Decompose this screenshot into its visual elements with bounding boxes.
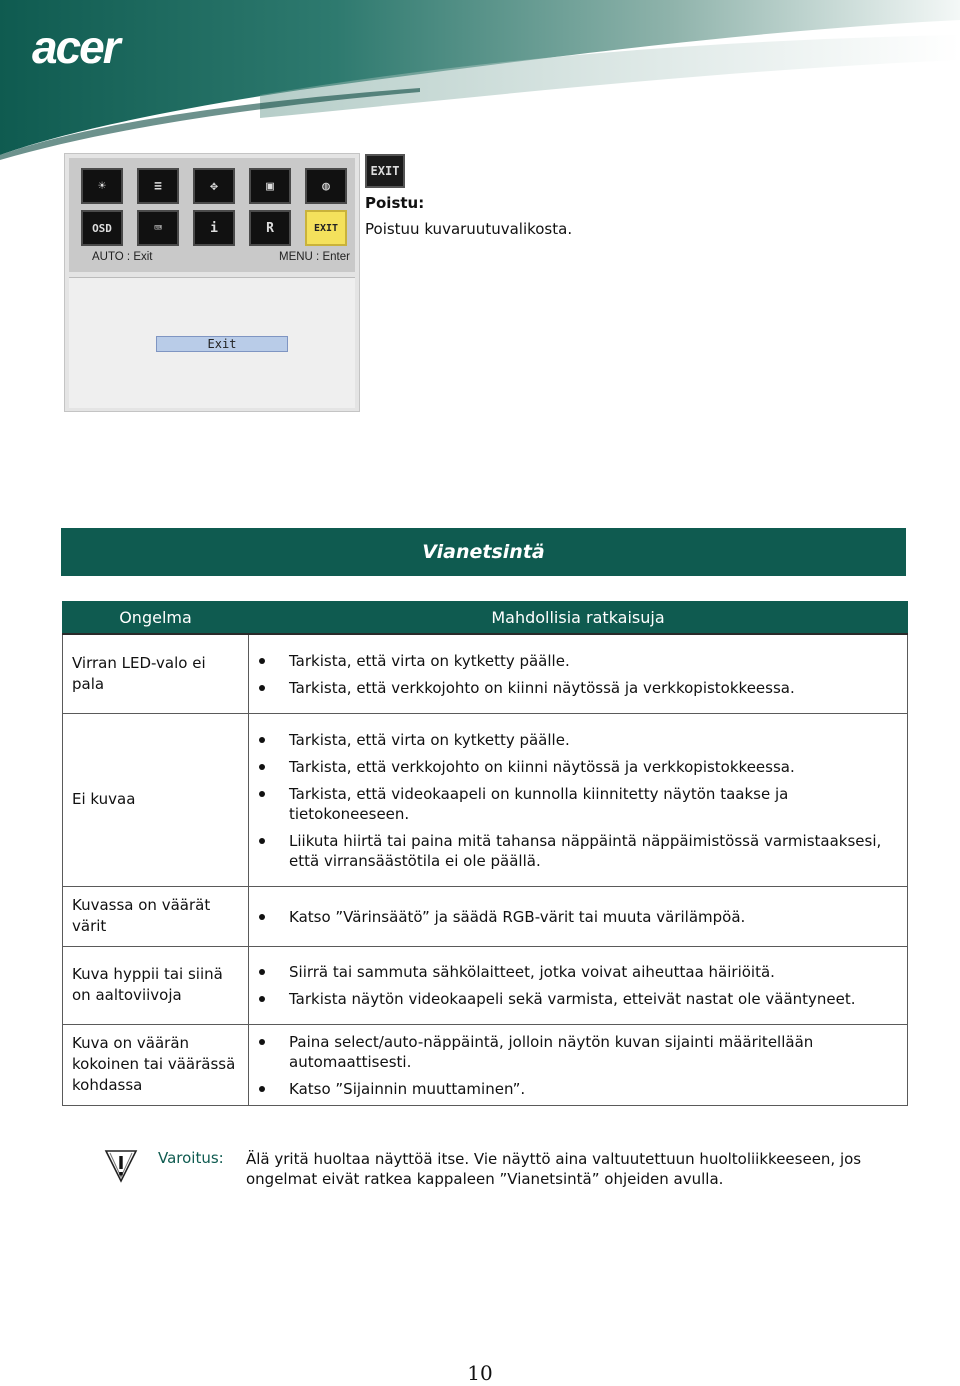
list-item bbox=[249, 730, 899, 750]
solution-text: Tarkista, että verkkojohto on kiinni näytössä ja verkkopistokkeessa. bbox=[289, 678, 795, 697]
list-item bbox=[249, 757, 899, 777]
solution-text: Tarkista, että verkkojohto on kiinni näytössä ja verkkopistokkeessa. bbox=[289, 757, 795, 776]
page-number: 10 bbox=[467, 1361, 493, 1385]
problem-cell: Ei kuvaa bbox=[63, 713, 249, 886]
problem-cell: Virran LED-valo ei pala bbox=[63, 634, 249, 713]
position-icon: ✥ bbox=[193, 168, 235, 204]
focus-icon: ▣ bbox=[249, 168, 291, 204]
warning-label: Varoitus: bbox=[158, 1149, 224, 1167]
osd-exit-bar: Exit bbox=[156, 336, 288, 352]
info-icon: i bbox=[193, 210, 235, 246]
solution-text: Tarkista, että virta on kytketty päälle. bbox=[289, 730, 570, 749]
table-header-row bbox=[63, 602, 908, 635]
list-item bbox=[249, 831, 899, 871]
list-item bbox=[249, 907, 899, 927]
column-header-problem: Ongelma bbox=[63, 602, 249, 635]
list-item bbox=[249, 651, 899, 671]
exit-icon: EXIT bbox=[305, 210, 347, 246]
warning-text: Älä yritä huoltaa näyttöä itse. Vie näyttö aina valtuutettuun huoltoliikkeeseen, jos ongelmat eivät ratkea kappaleen ”Vianetsintä” ohjeiden avulla. bbox=[246, 1150, 862, 1188]
list-item bbox=[249, 1079, 899, 1099]
solution-text: Katso ”Värinsäätö” ja säädä RGB-värit tai muuta värilämpöä. bbox=[289, 907, 746, 926]
problem-cell: Kuvassa on väärät värit bbox=[63, 886, 249, 946]
solutions-cell bbox=[249, 1024, 908, 1105]
poistu-description: Poistuu kuvaruutuvalikosta. bbox=[365, 220, 573, 238]
table-row bbox=[63, 1024, 908, 1105]
exit-icon: EXIT bbox=[365, 154, 405, 188]
reset-icon: R bbox=[249, 210, 291, 246]
solution-text: Tarkista, että virta on kytketty päälle. bbox=[289, 651, 570, 670]
bullet-icon bbox=[259, 1039, 265, 1045]
warning-icon bbox=[104, 1147, 138, 1183]
solutions-cell bbox=[249, 946, 908, 1024]
solutions-cell bbox=[249, 886, 908, 946]
solution-text: Paina select/auto-näppäintä, jolloin näytön kuvan sijainti määritellään automaattisesti. bbox=[289, 1032, 814, 1071]
solution-text: Siirrä tai sammuta sähkölaitteet, jotka voivat aiheuttaa häiriöitä. bbox=[289, 963, 775, 981]
input-icon: ⌨ bbox=[137, 210, 179, 246]
troubleshooting-table bbox=[62, 601, 908, 1106]
solution-text: Tarkista, että videokaapeli on kunnolla kiinnitetty näytön taakse ja tietokoneeseen. bbox=[289, 784, 789, 823]
section-title: Vianetsintä bbox=[61, 528, 906, 576]
list-item bbox=[249, 1032, 899, 1072]
poistu-title: Poistu: bbox=[365, 194, 425, 212]
bullet-icon bbox=[259, 764, 265, 770]
bullet-icon bbox=[259, 838, 265, 844]
osd-submenu-panel bbox=[69, 277, 355, 408]
column-header-solutions: Mahdollisia ratkaisuja bbox=[249, 602, 908, 635]
bullet-icon bbox=[259, 791, 265, 797]
bullet-icon bbox=[259, 914, 265, 920]
solution-text: Liikuta hiirtä tai paina mitä tahansa näppäintä näppäimistössä varmistaaksesi, että virransäästötila ei ole päällä. bbox=[289, 831, 882, 870]
list-item bbox=[249, 784, 899, 824]
problem-cell: Kuva on väärän kokoinen tai väärässä kohdassa bbox=[63, 1024, 249, 1105]
bullet-icon bbox=[259, 1086, 265, 1092]
brightness-icon: ☀ bbox=[81, 168, 123, 204]
table-row bbox=[63, 713, 908, 886]
osd-menu-screenshot bbox=[64, 153, 360, 412]
list-item bbox=[249, 962, 899, 982]
osd-icon-panel bbox=[69, 158, 355, 272]
osd-hint-auto: AUTO : Exit bbox=[92, 251, 153, 263]
solution-text: Tarkista näytön videokaapeli sekä varmista, etteivät nastat ole vääntyneet. bbox=[289, 990, 856, 1008]
list-item bbox=[249, 678, 899, 698]
color-icon: ◍ bbox=[305, 168, 347, 204]
table-row bbox=[63, 886, 908, 946]
solutions-cell bbox=[249, 634, 908, 713]
page-header bbox=[0, 0, 960, 160]
bullet-icon bbox=[259, 685, 265, 691]
bullet-icon bbox=[259, 969, 265, 975]
solution-text: Katso ”Sijainnin muuttaminen”. bbox=[289, 1079, 526, 1098]
bullet-icon bbox=[259, 737, 265, 743]
table-row bbox=[63, 946, 908, 1024]
table-row bbox=[63, 634, 908, 713]
problem-cell: Kuva hyppii tai siinä on aaltoviivoja bbox=[63, 946, 249, 1024]
solutions-cell bbox=[249, 713, 908, 886]
contrast-icon: ≡ bbox=[137, 168, 179, 204]
osd-hint-menu: MENU : Enter bbox=[279, 251, 350, 263]
osd-settings-icon: OSD bbox=[81, 210, 123, 246]
bullet-icon bbox=[259, 658, 265, 664]
acer-logo: acer bbox=[32, 21, 119, 73]
header-swoosh bbox=[0, 0, 960, 160]
list-item bbox=[249, 989, 899, 1009]
bullet-icon bbox=[259, 996, 265, 1002]
